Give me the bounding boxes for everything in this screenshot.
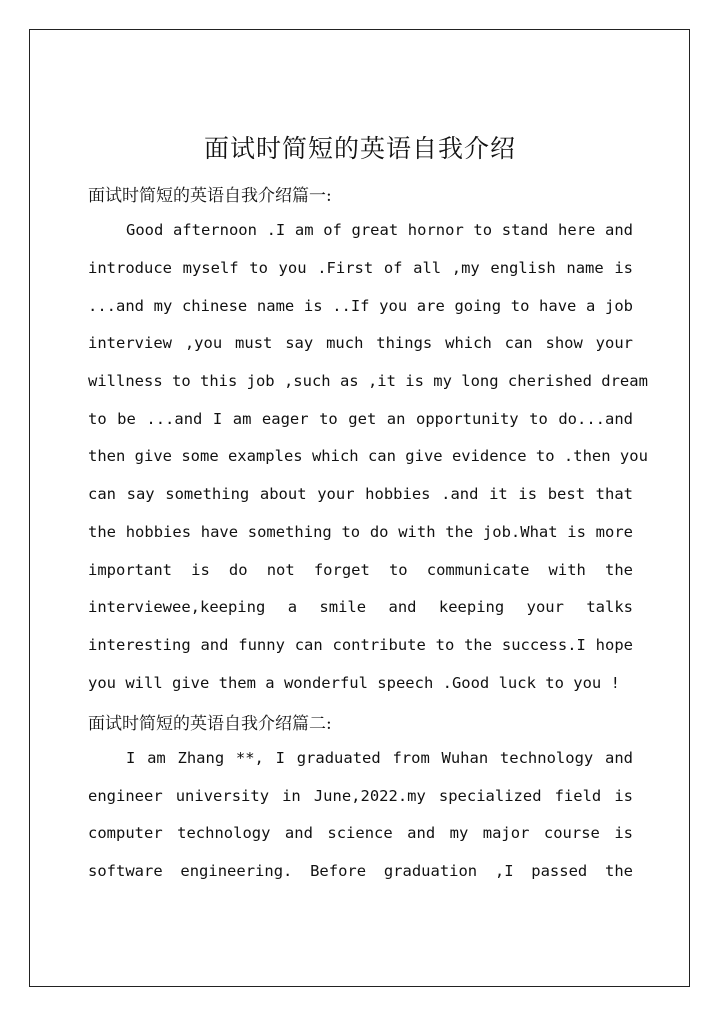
paragraph-line: the hobbies have something to do with the job.What is more <box>88 523 633 541</box>
paragraph-line: then give some examples which can give evidence to .then you <box>88 447 648 465</box>
paragraph-line: important is do not forget to communicate with the <box>88 561 633 579</box>
paragraph-line: interesting and funny can contribute to the success.I hope <box>88 636 633 654</box>
paragraph-line: willness to this job ,such as ,it is my long cherished dream <box>88 372 648 390</box>
paragraph-line: Good afternoon .I am of great hornor to stand here and <box>126 221 633 239</box>
paragraph-line: computer technology and science and my major course is <box>88 824 633 842</box>
document-title: 面试时简短的英语自我介绍 <box>203 133 516 163</box>
paragraph-line: interview ,you must say much things which can show your <box>88 334 633 352</box>
paragraph-line: ...and my chinese name is ..If you are going to have a job <box>88 297 633 315</box>
paragraph-line: introduce myself to you .First of all ,my english name is <box>88 259 633 277</box>
paragraph-line: software engineering. Before graduation ,I passed the <box>88 862 633 880</box>
paragraph-line: to be ...and I am eager to get an opportunity to do...and <box>88 410 633 428</box>
section-heading-1: 面试时简短的英语自我介绍篇一: <box>88 186 332 206</box>
paragraph-line: interviewee,keeping a smile and keeping your talks <box>88 598 633 616</box>
paragraph-line: can say something about your hobbies .and it is best that <box>88 485 633 503</box>
section-heading-2: 面试时简短的英语自我介绍篇二: <box>88 714 332 734</box>
paragraph-line: engineer university in June,2022.my specialized field is <box>88 787 633 805</box>
paragraph-line: I am Zhang **, I graduated from Wuhan technology and <box>126 749 633 767</box>
paragraph-line: you will give them a wonderful speech .Good luck to you ! <box>88 674 620 692</box>
